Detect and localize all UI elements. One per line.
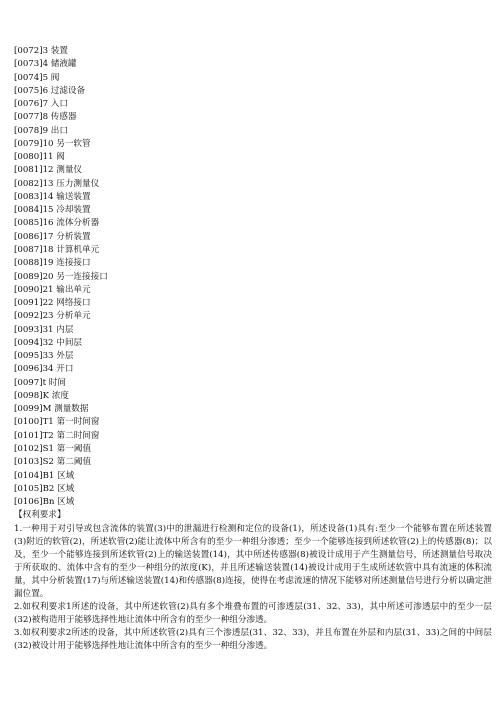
reference-item: [0078]9 出口 — [14, 125, 68, 136]
reference-numeral-list — [14, 45, 492, 509]
reference-item: [0073]4 储液罐 — [14, 59, 77, 70]
reference-item: [0072]3 装置 — [14, 46, 68, 56]
reference-item: [0074]5 阀 — [14, 72, 60, 83]
reference-item: [0075]6 过滤设备 — [14, 85, 86, 96]
reference-item: [0094]32 中间层 — [14, 337, 83, 348]
reference-item: [0101]T2 第二时间窗 — [14, 430, 100, 441]
reference-item: [0085]16 流体分析器 — [14, 218, 100, 229]
claim-paragraph: 2.如权利要求1所述的设备，其中所述软管(2)具有多个堆叠布置的可渗透层(31、32、33)，其中所述可渗透层中的至少一层(32)被构造用于能够选择性地让流体中所含有的至少一种组分渗透。 — [14, 602, 492, 626]
claims-section — [14, 523, 492, 654]
claims-header: 【权利要求】 — [14, 510, 66, 521]
reference-item: [0097]t 时间 — [14, 377, 66, 388]
reference-item: [0105]B2 区域 — [14, 483, 75, 494]
reference-item: [0087]18 计算机单元 — [14, 244, 100, 255]
reference-item: [0092]23 分析单元 — [14, 311, 91, 322]
claim-paragraph: 1.一种用于对引导或包含流体的装置(3)中的泄漏进行检测和定位的设备(1)，所述设备(1)具有:至少一个能够布置在所述装置(3)附近的软管(2)，所述软管(2)能让流体中所含有的至少一种组分渗透；至少一个能够连接到所述软管(2)上的传感器(8)；以及，至少一个能够连接到所述软管(2)上的输送装置(14)，其中所述传感器(8)被设计成用于产生测量信号，所述测量信号取决于所获取的、流体中含有的至少一种组分的浓度(K)，并且所述输送装置(14)被设计成用于生成所述软管中具有流速的体积流量，其中分析装置(17)与所述输送装置(14)和传感器(8)连接，使得在考虑流速的情况下能够对所述测量信号进行分析以确定泄漏位置。 — [14, 523, 492, 600]
document-page — [14, 45, 492, 654]
reference-item: [0090]21 输出单元 — [14, 284, 91, 295]
reference-item: [0077]8 传感器 — [14, 112, 77, 123]
reference-item: [0100]T1 第一时间窗 — [14, 417, 100, 428]
reference-item: [0082]13 压力测量仪 — [14, 178, 100, 189]
reference-item: [0095]33 外层 — [14, 351, 74, 362]
claim-paragraph: 3.如权利要求2所述的设备，其中所述软管(2)具有三个渗透层(31、32、33)，并且布置在外层和内层(31、33)之间的中间层(32)被设计用于能够选择性地让流体中所含有的至少一种组分渗透。 — [14, 628, 492, 652]
reference-item: [0088]19 连接接口 — [14, 258, 91, 269]
reference-item: [0081]12 测量仪 — [14, 165, 83, 176]
reference-item: [0103]S2 第二阈值 — [14, 457, 92, 468]
reference-item: [0083]14 输送装置 — [14, 191, 91, 202]
reference-item: [0102]S1 第一阈值 — [14, 443, 92, 454]
reference-item: [0084]15 冷却装置 — [14, 205, 91, 216]
reference-item: [0076]7 入口 — [14, 99, 68, 110]
reference-item: [0089]20 另一连接接口 — [14, 271, 108, 282]
reference-item: [0079]10 另一软管 — [14, 138, 91, 149]
reference-item: [0080]11 阀 — [14, 152, 65, 163]
reference-item: [0106]Bn 区域 — [14, 497, 75, 508]
reference-item: [0096]34 开口 — [14, 364, 74, 375]
reference-item: [0104]B1 区域 — [14, 470, 75, 481]
reference-item: [0091]22 网络接口 — [14, 298, 91, 309]
reference-item: [0093]31 内层 — [14, 324, 74, 335]
reference-item: [0099]M 测量数据 — [14, 404, 89, 415]
reference-item: [0098]K 浓度 — [14, 390, 69, 401]
reference-item: [0086]17 分析装置 — [14, 231, 91, 242]
